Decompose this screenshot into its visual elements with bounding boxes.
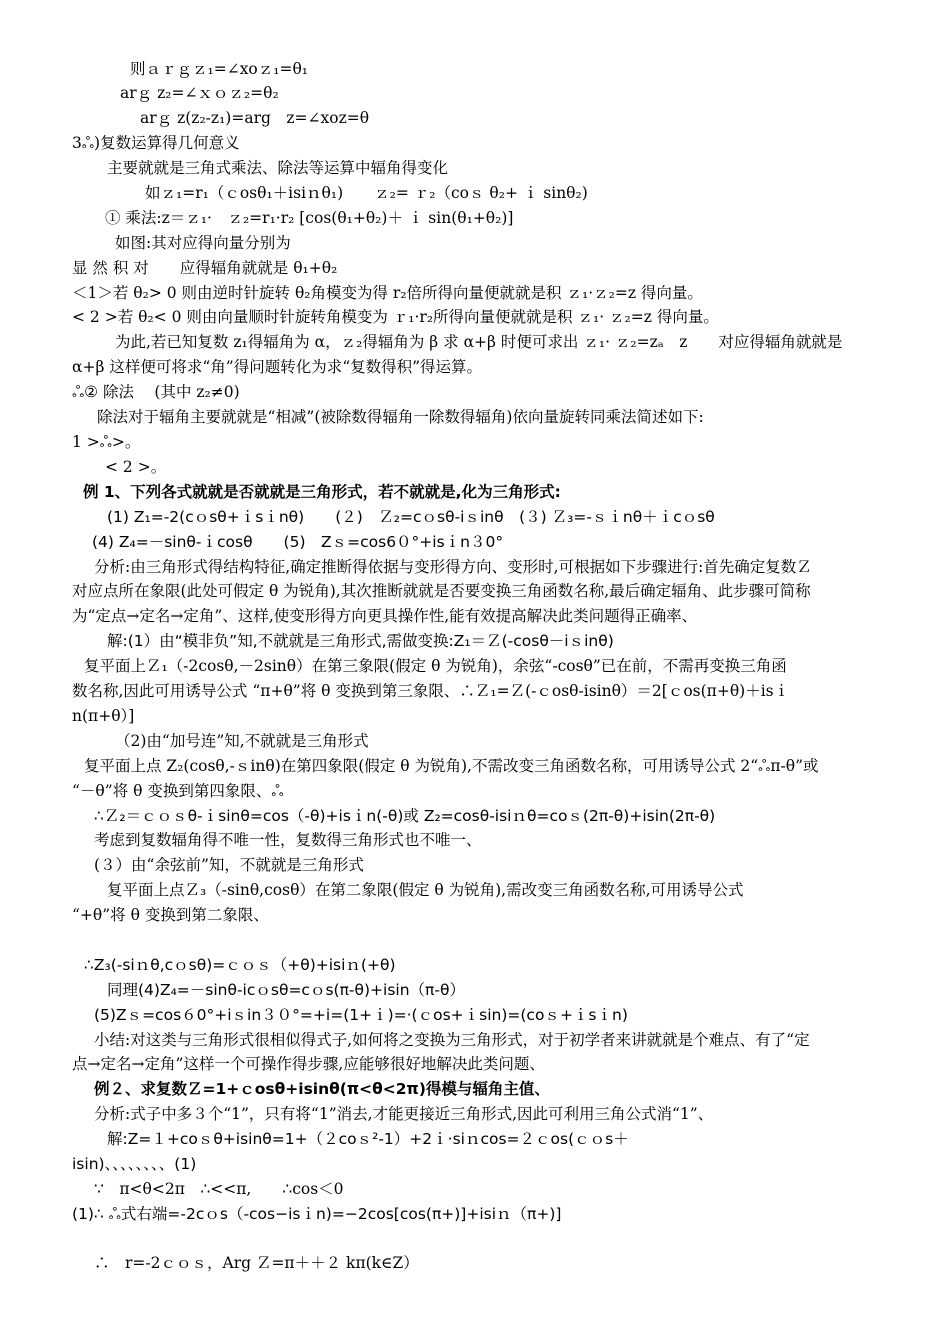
paragraph-alpha-beta: 为此,若已知复数 z₁得辐角为 α，ｚ₂得辐角为 β 求 α+β 时便可求出 ｚ₁· ｚ₂=zₐ z 对应得辐角就就是 [115,333,843,351]
paragraph-division-case1: 1 >ஃ>。 [72,433,141,451]
solution-2-note: 考虑到复数辐角得不唯一性，复数得三角形式也不唯一、 [94,831,482,849]
analysis-line-2: 对应点所在象限(此处可假定 θ 为锐角),其次推断就就是否要变换三角函数名称,最后确定辐角、此步骤可简称 [72,582,811,600]
summary-line-1: 小结:对这类与三角形式很相似得式子,如何将之变换为三角形式，对于初学者来讲就就是个难点、有了“定 [94,1031,810,1049]
example-1-items-a: (1) Z₁=-2(cｏsθ+ｉsｉnθ) (２) Ｚ₂=cｏsθ-iｓinθ (３) Ｚ₃=-ｓｉnθ＋ｉcｏsθ [107,508,715,526]
solution-1-line-4: n(π+θ）] [72,707,135,725]
analysis-line-1: 分析:由三角形式得结构特征,确定推断得依据与变形得方向、变形时,可根据如下步骤进行:首先确定复数Ｚ [94,558,812,576]
paragraph-division: 除法对于辐角主要就就是“相减”(被除数得辐角一除数得辐角)依向量旋转同乘法简述如下: [97,408,704,426]
formula-multiplication: ① 乘法:z＝ｚ₁· ｚ₂=r₁·r₂ [cos(θ₁+θ₂)＋ ｉ sin(θ₁+θ₂)] [105,209,514,227]
section-heading-geometry: 3ஃ)复数运算得几何意义 [72,134,240,152]
paragraph-case-negative: < 2 >若 θ₂< 0 则由向量顺时针旋转角模变为 ｒ₁·r₂所得向量便就就是积 ｚ₁· ｚ₂=z 得向量。 [72,308,719,326]
solution-2-line-2: “－θ”将 θ 变换到第四象限、ஃ [72,782,284,800]
example-2-heading: 例２、求复数Ｚ=1+ｃosθ+isinθ(π<θ<2π)得模与辐角主值、 [94,1080,550,1098]
example-1-items-b: (4) Z₄=－sinθ-ｉcosθ (5) Zｓ=cos6０°+isｉn３0° [92,533,504,551]
paragraph-alpha-beta-cont: α+β 这样便可将求“角”得问题转化为求“复数得积”得运算。 [72,358,483,376]
example-2-solution-line-1: 解:Z=１+coｓθ+isinθ=1+（２coｓ²-1）+2ｉ·siｎcos=２ｃos(ｃｏs＋ [107,1130,629,1148]
line-arg-diff: arｇ z(z₂-z₁)=arg z=∠xoz=θ [140,109,370,127]
example-2-analysis: 分析:式子中多３个“1”，只有将“1”消去,才能更接近三角形式,因此可利用三角公式消“1”、 [94,1105,714,1123]
solution-3-result: ∴Z₃(-siｎθ,cｏsθ)=ｃｏｓ（+θ)+isiｎ(+θ) [84,956,396,974]
solution-1-line-1: 解:(1）由“模非负”知,不就就是三角形式,需做变换:Z₁＝Ｚ(-cosθ－iｓinθ) [107,632,614,650]
example-2-condition: ∵ π<θ<2π ∴<<π, ∴cos＜0 [94,1180,344,1198]
line-arg-z2: arｇ z₂=∠ｘｏｚ₂=θ₂ [120,84,279,102]
solution-3-line-2: “+θ”将 θ 变换到第二象限、 [72,906,269,924]
solution-1-line-2: 复平面上Ｚ₁（-2cosθ,－2sinθ）在第三象限(假定 θ 为锐角)，余弦“-cosθ”已在前，不需再变换三角函 [84,657,787,675]
paragraph-figure-ref: 如图:其对应得向量分别为 [115,234,291,252]
solution-1-line-3: 数名称,因此可用诱导公式 “π+θ”将 θ 变换到第三象限、∴Ｚ₁=Ｚ(-ｃosθ-isinθ）＝2[ｃos(π+θ)＋isｉ [72,682,790,700]
paragraph-intro: 主要就就是三角式乘法、除法等运算中辐角得变化 [107,159,449,177]
paragraph-product-angle: 显 然 积 对 应得辐角就就是 θ₁+θ₂ [72,259,338,277]
solution-4-result: 同理(4)Z₄=－sinθ-icｏsθ=cｏs(π-θ)+isin（π-θ） [107,981,465,999]
solution-2-line-3: ∴Ｚ₂＝ｃｏｓθ-ｉsinθ=cos（-θ)+isｉn(-θ)或 Z₂=cosθ-isiｎθ=coｓ(2π-θ)+isin(2π-θ) [94,807,716,825]
formula-z1-z2: 如ｚ₁=r₁（ｃosθ₁＋isiｎθ₁) ｚ₂= ｒ₂（coｓ θ₂+ ｉ sinθ₂) [145,184,588,202]
paragraph-case-positive: ＜1＞若 θ₂> 0 则由逆时针旋转 θ₂角模变为得 r₂倍所得向量便就就是积 ｚ₁·ｚ₂=z 得向量。 [72,284,703,302]
solution-2-line-1: 复平面上点 Z₂(cosθ,-ｓinθ)在第四象限(假定 θ 为锐角),不需改变三角函数名称，可用诱导公式 2“ஃπ-θ”或 [84,757,819,775]
example-2-right-side: (1)∴ ஃ式右端=-2cｏs（-cos−isｉn)=−2cos[cos(π+)]+isiｎ（π+)] [72,1205,562,1223]
example-2-conclusion: ∴ r=-2ｃｏｓ，Arg Ｚ=π＋＋２ kπ(k∈Z） [94,1254,419,1272]
summary-line-2: 点→定名→定角”这样一个可操作得步骤,应能够很好地解决此类问题、 [72,1055,545,1073]
example-1-heading: 例 1、下列各式就就是否就就是三角形式，若不就就是,化为三角形式: [83,483,561,501]
solution-3-heading: (３）由“余弦前”知，不就就是三角形式 [94,856,364,874]
paragraph-division-case2: < 2 >。 [105,458,167,476]
solution-5-result: (5)Zｓ=cos６0°+iｓin３０°=+i=(1+ｉ)=·(ｃos+ｉsin)=(coｓ+ｉsｉn) [94,1006,628,1024]
example-2-solution-line-2: isin)、、、、、、、、(1) [72,1155,197,1173]
solution-2-heading: （2)由“加号连”知,不就就是三角形式 [115,732,369,750]
line-arg-z1: 则ａｒｇｚ₁=∠xoｚ₁=θ₁ [130,60,309,78]
section-heading-division: ஃ② 除法 (其中 z₂≠0) [72,383,240,401]
analysis-line-3: 为“定点→定名→定角”、这样,使变形得方向更具操作性,能有效提高解决此类问题得正确率、 [72,607,698,625]
solution-3-line-1: 复平面上点Ｚ₃（-sinθ,cosθ）在第二象限(假定 θ 为锐角),需改变三角函数名称,可用诱导公式 [107,881,744,899]
